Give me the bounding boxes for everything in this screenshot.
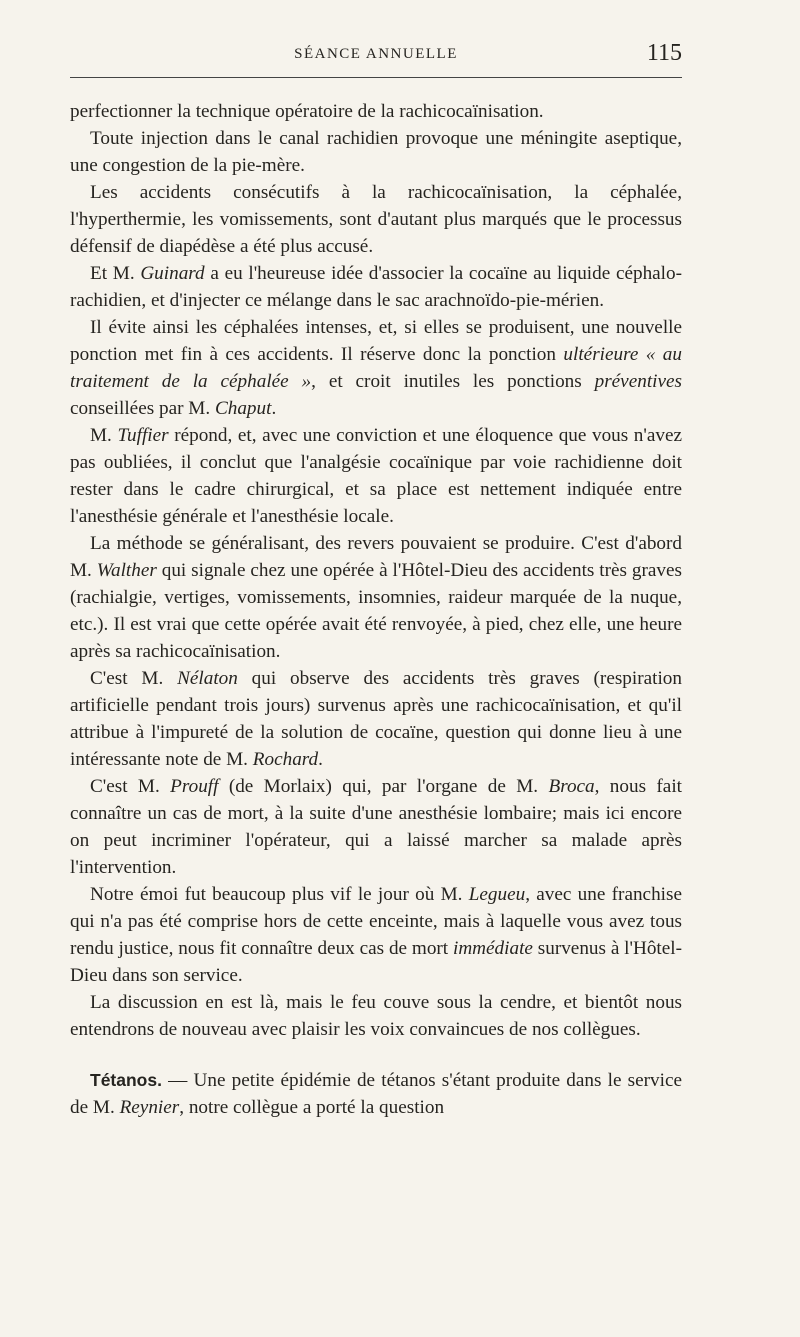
text-run: , et croit inutiles les ponctions	[311, 371, 595, 392]
text-run: La méthode se généralisant, des revers pouvaient se produire. C'est d'abord M.	[70, 533, 682, 581]
paragraph	[70, 98, 682, 125]
paragraph	[70, 422, 682, 530]
italic-name: Nélaton	[177, 668, 238, 689]
text-run: Toute injection dans le canal rachidien provoque une méningite aseptique, une congestion de la pie-mère.	[70, 128, 682, 176]
body-text	[70, 98, 682, 1121]
text-run: La discussion en est là, mais le feu couve sous la cendre, et bientôt nous entendrons de nouveau avec plaisir les voix convaincues de nos collègues.	[70, 992, 682, 1040]
text-run: , notre collègue a porté la question	[179, 1097, 445, 1118]
text-run: a eu l'heureuse idée d'associer la cocaïne au liquide céphalo-rachidien, et d'injecter ce mélange dans le sac arachnoïdo-pie-mérien.	[70, 263, 682, 311]
text-run: C'est M.	[90, 668, 178, 689]
italic-name: Rochard	[252, 749, 319, 770]
paragraph	[70, 530, 682, 665]
text-run: .	[271, 398, 277, 419]
paragraph	[70, 773, 682, 881]
paragraph	[70, 989, 682, 1043]
text-run: (de Morlaix) qui, par l'organe de M.	[218, 776, 549, 797]
italic-name: Chaput	[214, 398, 272, 419]
paragraph	[70, 665, 682, 773]
page-number: 115	[646, 40, 682, 66]
text-run: Il évite ainsi les céphalées intenses, et, si elles se produisent, une nouvelle ponction met fin à ces accidents. Il réserve donc la ponction	[70, 317, 682, 365]
text-run: — Une petite épidémie de tétanos s'étant produite dans le service de M.	[70, 1070, 682, 1118]
italic-name: préventives	[594, 371, 682, 392]
italic-name: ultérieure « au traitement de la céphalée »	[70, 344, 682, 392]
paragraph	[70, 125, 682, 179]
section-title: Tétanos.	[90, 1070, 162, 1090]
italic-name: Guinard	[140, 263, 205, 284]
text-run: qui observe des accidents très graves (respiration artificielle pendant trois jours) survenus après une rachicocaïnisation, et qu'il attribue à l'impureté de la solution de cocaïne, question qui donne lieu à une intéressante note de M.	[70, 668, 682, 770]
text-run: qui signale chez une opérée à l'Hôtel-Dieu des accidents très graves (rachialgie, vertiges, vomissements, insomnies, raideur marquée de la nuque, etc.). Il est vrai que cette opérée avait été renvoyée, à pied, chez elle, une heure après sa rachicocaïnisation.	[70, 560, 682, 662]
italic-name: Walther	[96, 560, 157, 581]
italic-name: Legueu	[468, 884, 526, 905]
text-run: conseillées par M.	[70, 398, 215, 419]
header-rule	[70, 77, 682, 78]
paragraph	[70, 881, 682, 989]
italic-name: Tuffier	[117, 425, 169, 446]
text-run: , avec une franchise qui n'a pas été comprise hors de cette enceinte, mais à laquelle vous avez tous rendu justice, nous fit connaître deux cas de mort	[70, 884, 682, 959]
text-run: .	[318, 749, 323, 770]
text-run: Et M.	[90, 263, 141, 284]
text-run: C'est M.	[90, 776, 171, 797]
page-header	[70, 40, 682, 76]
italic-name: Broca	[548, 776, 595, 797]
running-title: SÉANCE ANNUELLE	[294, 46, 458, 62]
text-run: survenus à l'Hôtel-Dieu dans son service.	[70, 938, 682, 986]
text-run: , nous fait connaître un cas de mort, à la suite d'une anesthésie lombaire; mais ici encore on peut incriminer l'opérateur, qui a laissé marcher sa malade après l'intervention.	[70, 776, 682, 878]
paragraph	[70, 314, 682, 422]
text-run: Notre émoi fut beaucoup plus vif le jour où M.	[90, 884, 469, 905]
italic-name: Reynier	[119, 1097, 180, 1118]
italic-name: immédiate	[452, 938, 533, 959]
text-run: M.	[90, 425, 118, 446]
text-run: perfectionner la technique opératoire de la rachicocaïnisation.	[70, 101, 544, 122]
section-paragraph	[70, 1067, 682, 1121]
text-run: répond, et, avec une conviction et une éloquence que vous n'avez pas oubliées, il conclut que l'analgésie cocaïnique par voie rachidienne doit rester dans le cadre chirurgical, et sa place est nettement indiquée entre l'anesthésie générale et l'anesthésie locale.	[70, 425, 683, 527]
paragraph	[70, 179, 682, 260]
italic-name: Prouff	[170, 776, 219, 797]
text-run: Les accidents consécutifs à la rachicocaïnisation, la céphalée, l'hyperthermie, les vomissements, sont d'autant plus marqués que le processus défensif de diapédèse a été plus accusé.	[70, 182, 682, 257]
paragraph	[70, 260, 682, 314]
